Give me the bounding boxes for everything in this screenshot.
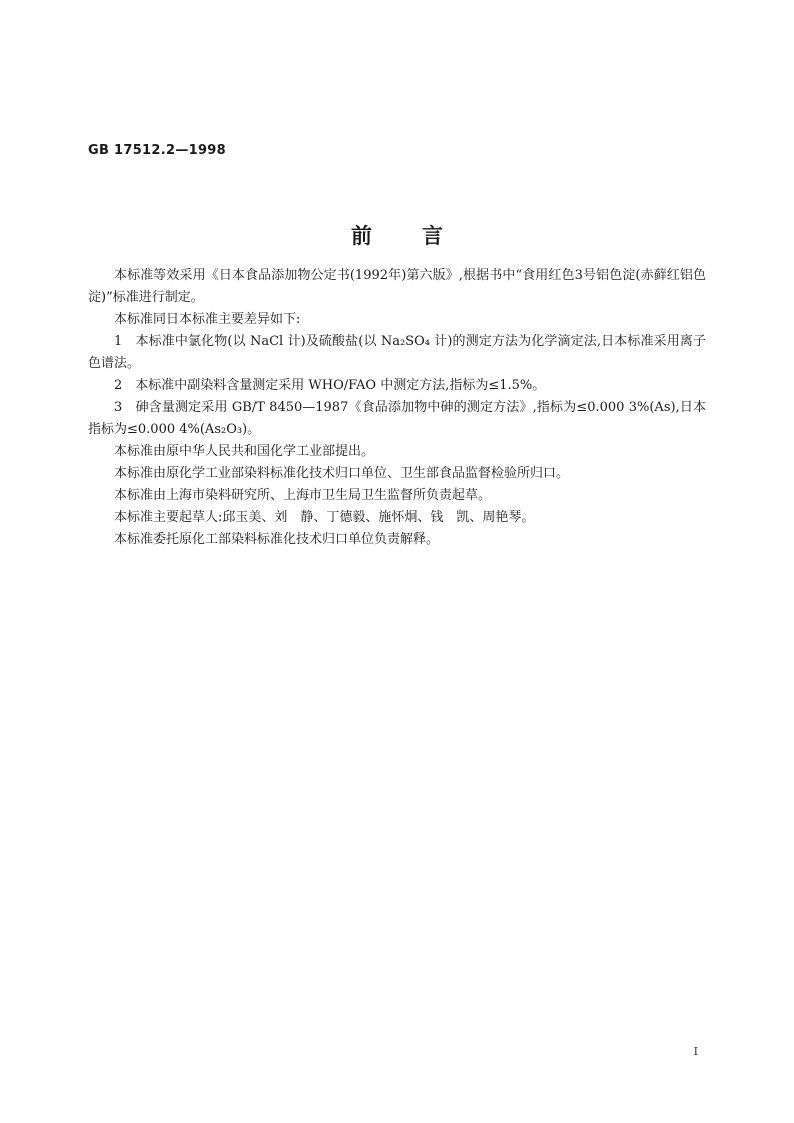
paragraph: 本标准同日本标准主要差异如下:: [114, 312, 301, 327]
paragraph: 1 本标准中氯化物(以 NaCl 计)及硫酸盐(以 Na₂SO₄ 计)的测定方法为化学滴定法,日本标准采用离子色谱法。: [88, 334, 706, 371]
paragraph: 2 本标准中副染料含量测定采用 WHO/FAO 中测定方法,指标为≤1.5%。: [114, 378, 546, 393]
standard-code: GB 17512.2—1998: [88, 143, 226, 158]
paragraph: 本标准由原中华人民共和国化学工业部提出。: [114, 444, 375, 459]
paragraph: 本标准等效采用《日本食品添加物公定书(1992年)第六版》,根据书中“食用红色3号铝色淀(赤藓红铝色淀)”标准进行制定。: [88, 268, 706, 305]
document-body: [88, 265, 706, 551]
page-title: 前言: [351, 224, 493, 248]
paragraph: 本标准主要起草人:邱玉美、刘 静、丁德毅、施怀炯、钱 凯、周艳琴。: [114, 510, 535, 525]
paragraph: 本标准由原化学工业部染料标准化技术归口单位、卫生部食品监督检验所归口。: [114, 466, 570, 481]
paragraph: 3 砷含量测定采用 GB/T 8450—1987《食品添加物中砷的测定方法》,指标为≤0.000 3%(As),日本指标为≤0.000 4%(As₂O₃)。: [88, 400, 706, 437]
paragraph: 本标准由上海市染料研究所、上海市卫生局卫生监督所负责起草。: [114, 488, 492, 503]
page-number: I: [693, 1045, 698, 1058]
paragraph: 本标准委托原化工部染料标准化技术归口单位负责解释。: [114, 532, 440, 547]
